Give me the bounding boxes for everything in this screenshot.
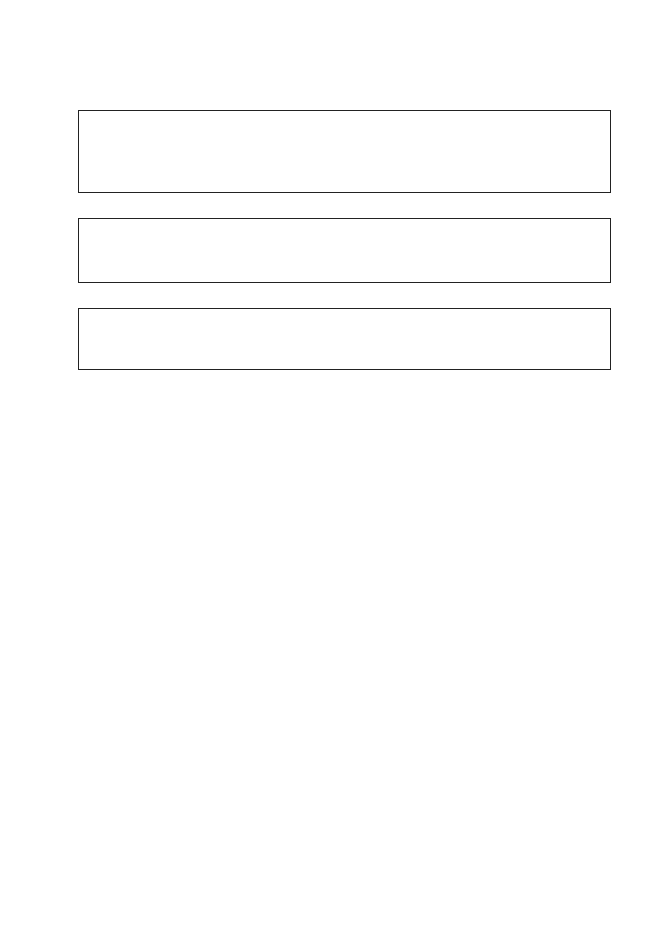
term-box-3-20 [78,110,611,193]
figure-short-circuit-types [150,495,530,787]
term-box-3-22 [78,308,611,370]
term-box-3-21 [78,218,611,283]
